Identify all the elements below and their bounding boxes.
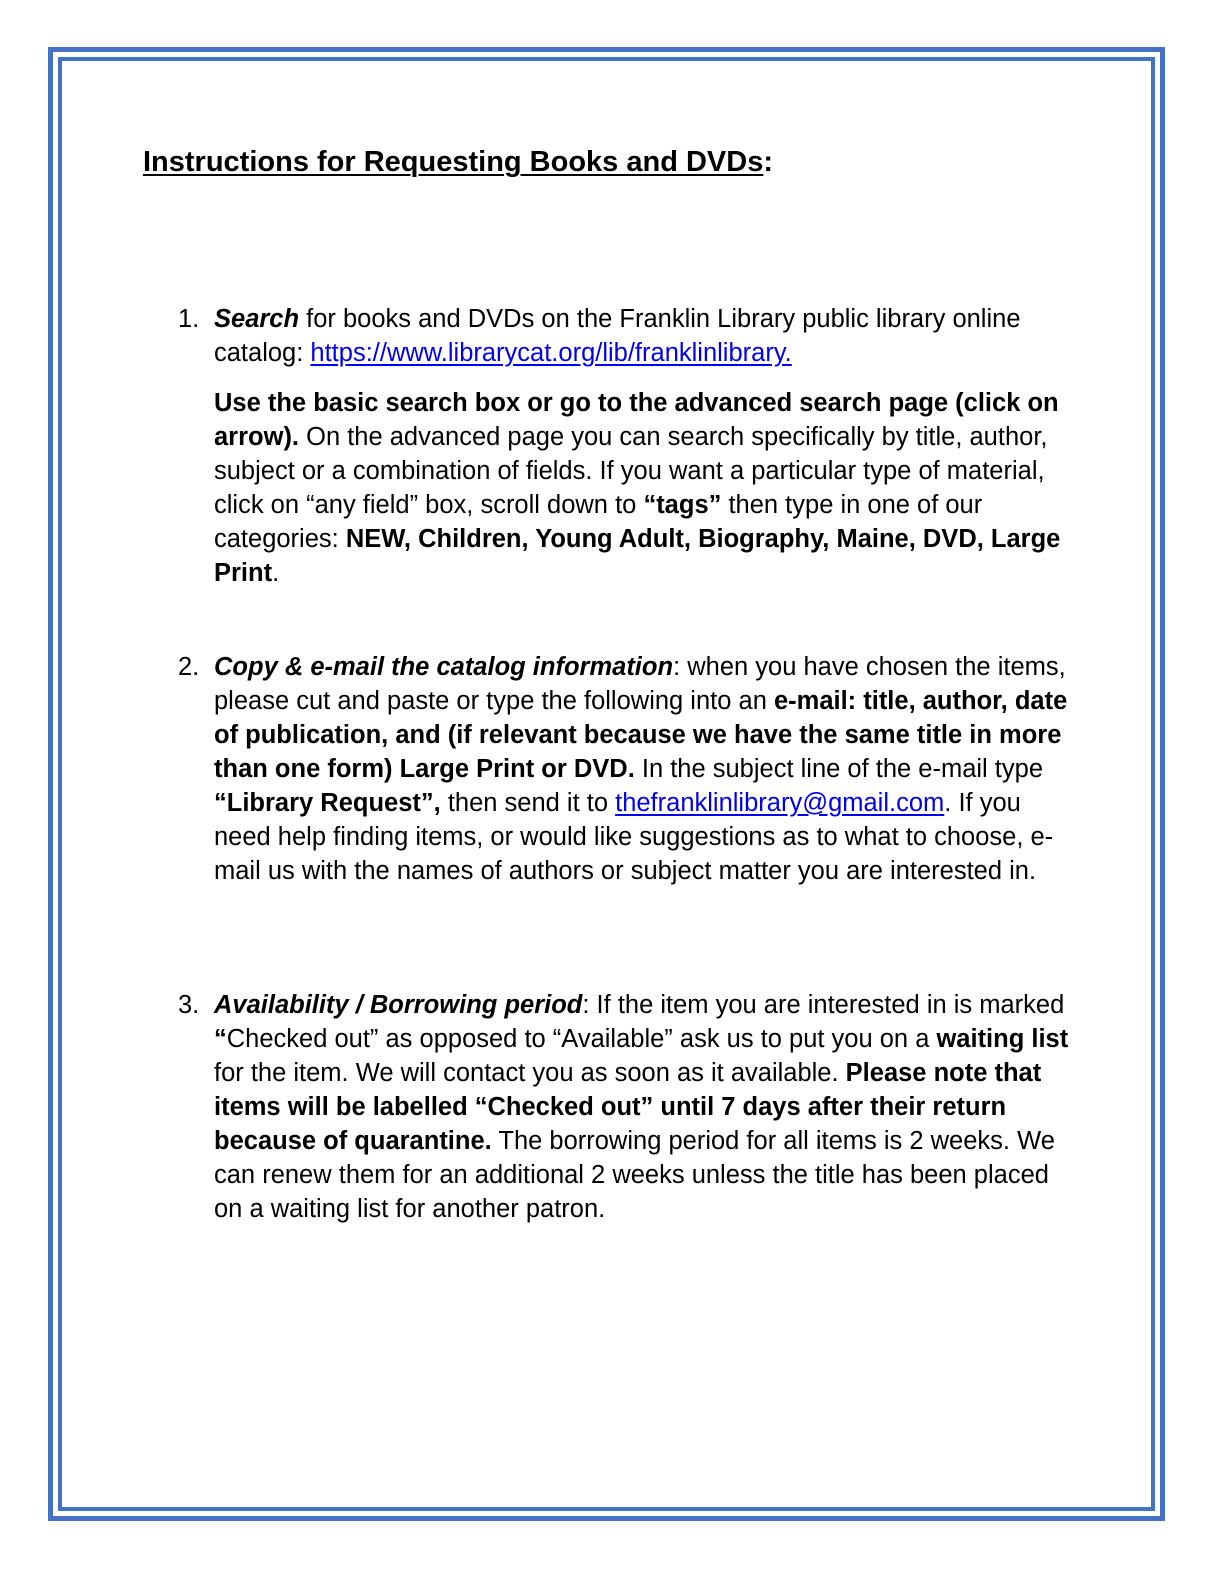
item-number: 1. [178, 305, 200, 333]
bold-text: waiting list [936, 1025, 1069, 1053]
item-body [214, 650, 1078, 888]
bold-text: “ [214, 1025, 227, 1053]
item-lead: Search [214, 305, 300, 333]
item-number: 3. [178, 991, 200, 1019]
item-text: On the advanced page you can search specifically by title, author, subject or a combination of fields. If you want a particular type of material, click on “any field” box, scroll down to [214, 423, 1048, 519]
item-lead: Copy & e-mail the catalog information [214, 653, 674, 681]
bold-text: e-mail: title, author, date of publication, and (if relevant because we have the same title in more than one form) Large Print or DVD. [214, 687, 1068, 783]
instruction-item-search [178, 302, 1078, 590]
search-details-paragraph [214, 386, 1078, 590]
bold-text: “Library Request”, [214, 789, 441, 817]
item-text: : when you have chosen the items, please cut and paste or type the following into an [214, 653, 1066, 715]
item-text: In the subject line of the e-mail type [634, 755, 1044, 783]
item-text: . If you need help finding items, or would like suggestions as to what to choose, e-mail us with the names of authors or subject matter you are interested in. [214, 789, 1054, 885]
item-text: then type in one of our categories: [214, 491, 983, 553]
bold-text: Use the basic search box or go to the advanced search page (click on arrow). [214, 389, 1059, 451]
availability-paragraph [214, 988, 1078, 1226]
item-text: Checked out” as opposed to “Available” ask us to put you on a [226, 1025, 937, 1053]
item-text: for the item. We will contact you as soon as it available. [214, 1059, 846, 1087]
copy-email-paragraph [214, 650, 1078, 888]
item-text: : If the item you are interested in is marked [582, 991, 1065, 1019]
bold-text: “tags” [643, 491, 722, 519]
catalog-link[interactable]: https://www.librarycat.org/lib/franklinlibrary. [310, 339, 792, 367]
item-body [214, 988, 1078, 1226]
item-text: . [272, 559, 280, 587]
item-text: then send it to [440, 789, 616, 817]
instruction-item-availability [178, 988, 1078, 1226]
search-paragraph [214, 302, 1078, 370]
categories-list: NEW, Children, Young Adult, Biography, Maine, DVD, Large Print [214, 525, 1061, 587]
bold-text: Please note that items will be labelled “Checked out” until 7 days after their return because of quarantine. [214, 1059, 1042, 1155]
item-body [214, 302, 1078, 590]
item-text: The borrowing period for all items is 2 weeks. We can renew them for an additional 2 weeks unless the title has been placed on a waiting list for another patron. [214, 1127, 1055, 1223]
item-number: 2. [178, 653, 200, 681]
page-title [143, 144, 773, 180]
page-title-text: Instructions for Requesting Books and DVDs [143, 146, 764, 178]
page-title-colon: : [763, 146, 774, 178]
item-lead: Availability / Borrowing period [214, 991, 583, 1019]
email-link[interactable]: thefranklinlibrary@gmail.com [615, 789, 945, 817]
instruction-item-copy-email [178, 650, 1078, 888]
item-text: for books and DVDs on the Franklin Library public library online catalog: [214, 305, 1021, 367]
